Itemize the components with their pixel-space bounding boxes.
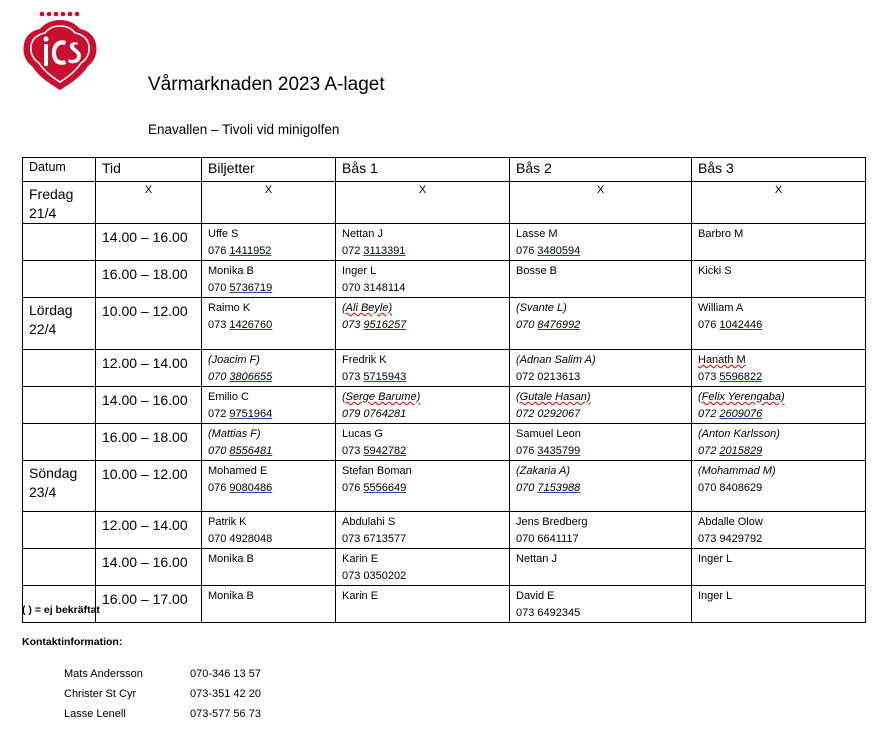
person-phone: 070 8408629 — [698, 482, 763, 494]
contact-phone: 070-346 13 57 — [190, 668, 261, 680]
person-phone: 073 5942782 — [342, 445, 407, 457]
x-marker: X — [144, 184, 153, 196]
club-logo — [20, 10, 100, 92]
slot-cell — [510, 549, 692, 586]
x-marker: X — [418, 184, 427, 196]
slot-cell — [510, 298, 692, 350]
time-cell — [96, 182, 202, 224]
slot-cell — [692, 461, 866, 512]
slot-cell — [692, 298, 866, 350]
person-name: Monika B — [208, 590, 254, 602]
person-name: Inger L — [342, 265, 377, 277]
day-name: Lördag — [29, 302, 73, 318]
date-cell — [23, 261, 96, 298]
person-phone: 070 8476992 — [516, 319, 581, 331]
person-name: (Mohammad M) — [698, 465, 776, 477]
table-row — [23, 512, 866, 549]
slot-cell — [692, 387, 866, 424]
person-name: Abdulahi S — [342, 516, 396, 528]
slot-cell — [202, 512, 336, 549]
time-slot: 14.00 – 16.00 — [102, 392, 188, 408]
contact-phone: 073-577 56 73 — [190, 708, 261, 720]
person-phone: 076 3480594 — [516, 245, 581, 257]
person-name: (Felix Yerengaba) — [698, 391, 785, 403]
slot-cell — [202, 224, 336, 261]
slot-cell — [202, 261, 336, 298]
slot-cell — [336, 387, 510, 424]
person-name: Karin E — [342, 553, 379, 565]
person-name: (Mattias F) — [208, 428, 261, 440]
person-name: William A — [698, 302, 744, 314]
time-slot: 14.00 – 16.00 — [102, 229, 188, 245]
date-cell — [23, 182, 96, 224]
slot-cell — [692, 424, 866, 461]
person-name: Hanath M — [698, 354, 746, 366]
person-name: Lasse M — [516, 228, 558, 240]
x-marker: X — [596, 184, 605, 196]
table-row — [23, 350, 866, 387]
time-slot: 12.00 – 14.00 — [102, 517, 188, 533]
contact-phone: 073-351 42 20 — [190, 688, 261, 700]
person-name: (Anton Karlsson) — [698, 428, 780, 440]
slot-cell — [510, 586, 692, 623]
time-cell — [96, 512, 202, 549]
person-name: Nettan J — [342, 228, 383, 240]
day-name: Söndag — [29, 465, 78, 481]
person-phone: 072 9751964 — [208, 408, 273, 420]
table-row — [23, 224, 866, 261]
slot-cell — [336, 512, 510, 549]
person-name: Kicki S — [698, 265, 732, 277]
slot-cell — [336, 461, 510, 512]
person-phone: 070 3806655 — [208, 371, 273, 383]
slot-cell — [692, 586, 866, 623]
time-slot: 16.00 – 18.00 — [102, 429, 188, 445]
table-header-row — [23, 158, 866, 182]
slot-cell — [510, 424, 692, 461]
person-name: Lucas G — [342, 428, 383, 440]
header-bas-2: Bås 2 — [510, 158, 692, 182]
date-cell — [23, 549, 96, 586]
header-bas-3: Bås 3 — [692, 158, 866, 182]
header-tid: Tid — [96, 158, 202, 182]
person-phone: 073 1426760 — [208, 319, 273, 331]
schedule-table — [22, 157, 866, 623]
slot-cell — [202, 461, 336, 512]
person-name: Inger L — [698, 590, 733, 602]
page-subtitle: Enavallen – Tivoli vid minigolfen — [148, 122, 340, 137]
person-phone: 073 5715943 — [342, 371, 407, 383]
slot-cell — [692, 350, 866, 387]
time-cell — [96, 387, 202, 424]
slot-cell — [336, 224, 510, 261]
person-name: (Zakaria A) — [516, 465, 570, 477]
time-cell — [96, 261, 202, 298]
person-name: Stefan Boman — [342, 465, 412, 477]
person-phone: 070 5736719 — [208, 282, 273, 294]
day-date: 21/4 — [29, 205, 57, 221]
day-date: 22/4 — [29, 321, 57, 337]
time-slot: 10.00 – 12.00 — [102, 466, 188, 482]
person-name: Abdalle Olow — [698, 516, 763, 528]
person-phone: 073 9429792 — [698, 533, 763, 545]
person-name: Bosse B — [516, 265, 557, 277]
person-name: Karin E — [342, 590, 379, 602]
person-phone: 072 3113391 — [342, 245, 406, 257]
day-date: 23/4 — [29, 484, 57, 500]
person-name: (Adnan Salim A) — [516, 354, 596, 366]
person-phone: 073 5596822 — [698, 371, 763, 383]
person-name: (Ali Beyle) — [342, 302, 393, 314]
slot-cell — [336, 350, 510, 387]
slot-cell — [202, 298, 336, 350]
time-slot: 14.00 – 16.00 — [102, 554, 188, 570]
time-cell — [96, 298, 202, 350]
contact-name: Lasse Lenell — [64, 708, 126, 720]
slot-cell — [692, 549, 866, 586]
person-name: Inger L — [698, 553, 733, 565]
slot-cell — [336, 586, 510, 623]
time-cell — [96, 461, 202, 512]
person-phone: 079 0764281 — [342, 408, 407, 420]
person-phone: 073 6492345 — [516, 607, 581, 619]
slot-cell — [692, 261, 866, 298]
person-name: Jens Bredberg — [516, 516, 588, 528]
time-cell — [96, 350, 202, 387]
table-row — [23, 549, 866, 586]
slot-cell — [692, 182, 866, 224]
person-name: (Gutale Hasan) — [516, 391, 591, 403]
date-cell — [23, 461, 96, 512]
person-phone: 072 0213613 — [516, 371, 581, 383]
person-phone: 073 0350202 — [342, 570, 407, 582]
person-name: Barbro M — [698, 228, 744, 240]
slot-cell — [202, 424, 336, 461]
slot-cell — [336, 298, 510, 350]
page-title: Vårmarknaden 2023 A-laget — [148, 74, 385, 95]
person-name: (Serge Barume) — [342, 391, 421, 403]
time-slot: 16.00 – 17.00 — [102, 591, 188, 607]
table-row — [23, 182, 866, 224]
person-phone: 073 6713577 — [342, 533, 407, 545]
person-phone: 070 4928048 — [208, 533, 273, 545]
person-phone: 072 2015829 — [698, 445, 763, 457]
date-cell — [23, 224, 96, 261]
x-marker: X — [264, 184, 273, 196]
slot-cell — [336, 261, 510, 298]
slot-cell — [202, 387, 336, 424]
day-name: Fredag — [29, 186, 74, 202]
time-cell — [96, 586, 202, 623]
person-name: Nettan J — [516, 553, 557, 565]
time-cell — [96, 549, 202, 586]
slot-cell — [202, 549, 336, 586]
person-phone: 072 2609076 — [698, 408, 763, 420]
slot-cell — [202, 350, 336, 387]
person-name: Samuel Leon — [516, 428, 581, 440]
slot-cell — [202, 586, 336, 623]
person-name: Raimo K — [208, 302, 251, 314]
slot-cell — [510, 182, 692, 224]
slot-cell — [692, 512, 866, 549]
time-cell — [96, 224, 202, 261]
person-name: Monika B — [208, 553, 254, 565]
contacts-title: Kontaktinformation: — [22, 636, 123, 648]
header-biljetter: Biljetter — [202, 158, 336, 182]
person-phone: 070 3148114 — [342, 282, 406, 294]
x-marker: X — [774, 184, 783, 196]
person-phone: 076 3435799 — [516, 445, 581, 457]
contact-name: Mats Andersson — [64, 668, 143, 680]
person-name: Uffe S — [208, 228, 239, 240]
time-slot: 10.00 – 12.00 — [102, 303, 188, 319]
person-phone: 076 5556649 — [342, 482, 407, 494]
slot-cell — [510, 261, 692, 298]
person-phone: 070 6641117 — [516, 533, 579, 545]
header-datum: Datum — [23, 158, 96, 182]
table-row — [23, 586, 866, 623]
person-phone: 076 9080486 — [208, 482, 273, 494]
slot-cell — [692, 224, 866, 261]
header-bas-1: Bås 1 — [336, 158, 510, 182]
table-row — [23, 387, 866, 424]
table-row — [23, 261, 866, 298]
person-phone: 073 9516257 — [342, 319, 407, 331]
date-cell — [23, 512, 96, 549]
person-name: David E — [516, 590, 555, 602]
person-name: (Svante L) — [516, 302, 567, 314]
table-row — [23, 424, 866, 461]
date-cell — [23, 298, 96, 350]
slot-cell — [510, 350, 692, 387]
time-cell — [96, 424, 202, 461]
slot-cell — [336, 424, 510, 461]
slot-cell — [510, 387, 692, 424]
person-phone: 070 7153988 — [516, 482, 581, 494]
person-name: Patrik K — [208, 516, 247, 528]
date-cell — [23, 387, 96, 424]
person-name: (Joacim F) — [208, 354, 260, 366]
slot-cell — [336, 182, 510, 224]
person-name: Emilio C — [208, 391, 249, 403]
slot-cell — [202, 182, 336, 224]
person-name: Mohamed E — [208, 465, 268, 477]
time-slot: 16.00 – 18.00 — [102, 266, 188, 282]
person-phone: 070 8556481 — [208, 445, 273, 457]
person-name: Monika B — [208, 265, 254, 277]
legend-note: ( ) = ej bekräftat — [22, 604, 100, 616]
contact-name: Christer St Cyr — [64, 688, 137, 700]
table-row — [23, 461, 866, 512]
slot-cell — [510, 512, 692, 549]
time-slot: 12.00 – 14.00 — [102, 355, 188, 371]
date-cell — [23, 350, 96, 387]
slot-cell — [510, 224, 692, 261]
person-phone: 076 1411952 — [208, 245, 272, 257]
person-phone: 072 0292067 — [516, 408, 581, 420]
slot-cell — [336, 549, 510, 586]
date-cell — [23, 424, 96, 461]
slot-cell — [510, 461, 692, 512]
table-row — [23, 298, 866, 350]
person-name: Fredrik K — [342, 354, 387, 366]
person-phone: 076 1042446 — [698, 319, 763, 331]
